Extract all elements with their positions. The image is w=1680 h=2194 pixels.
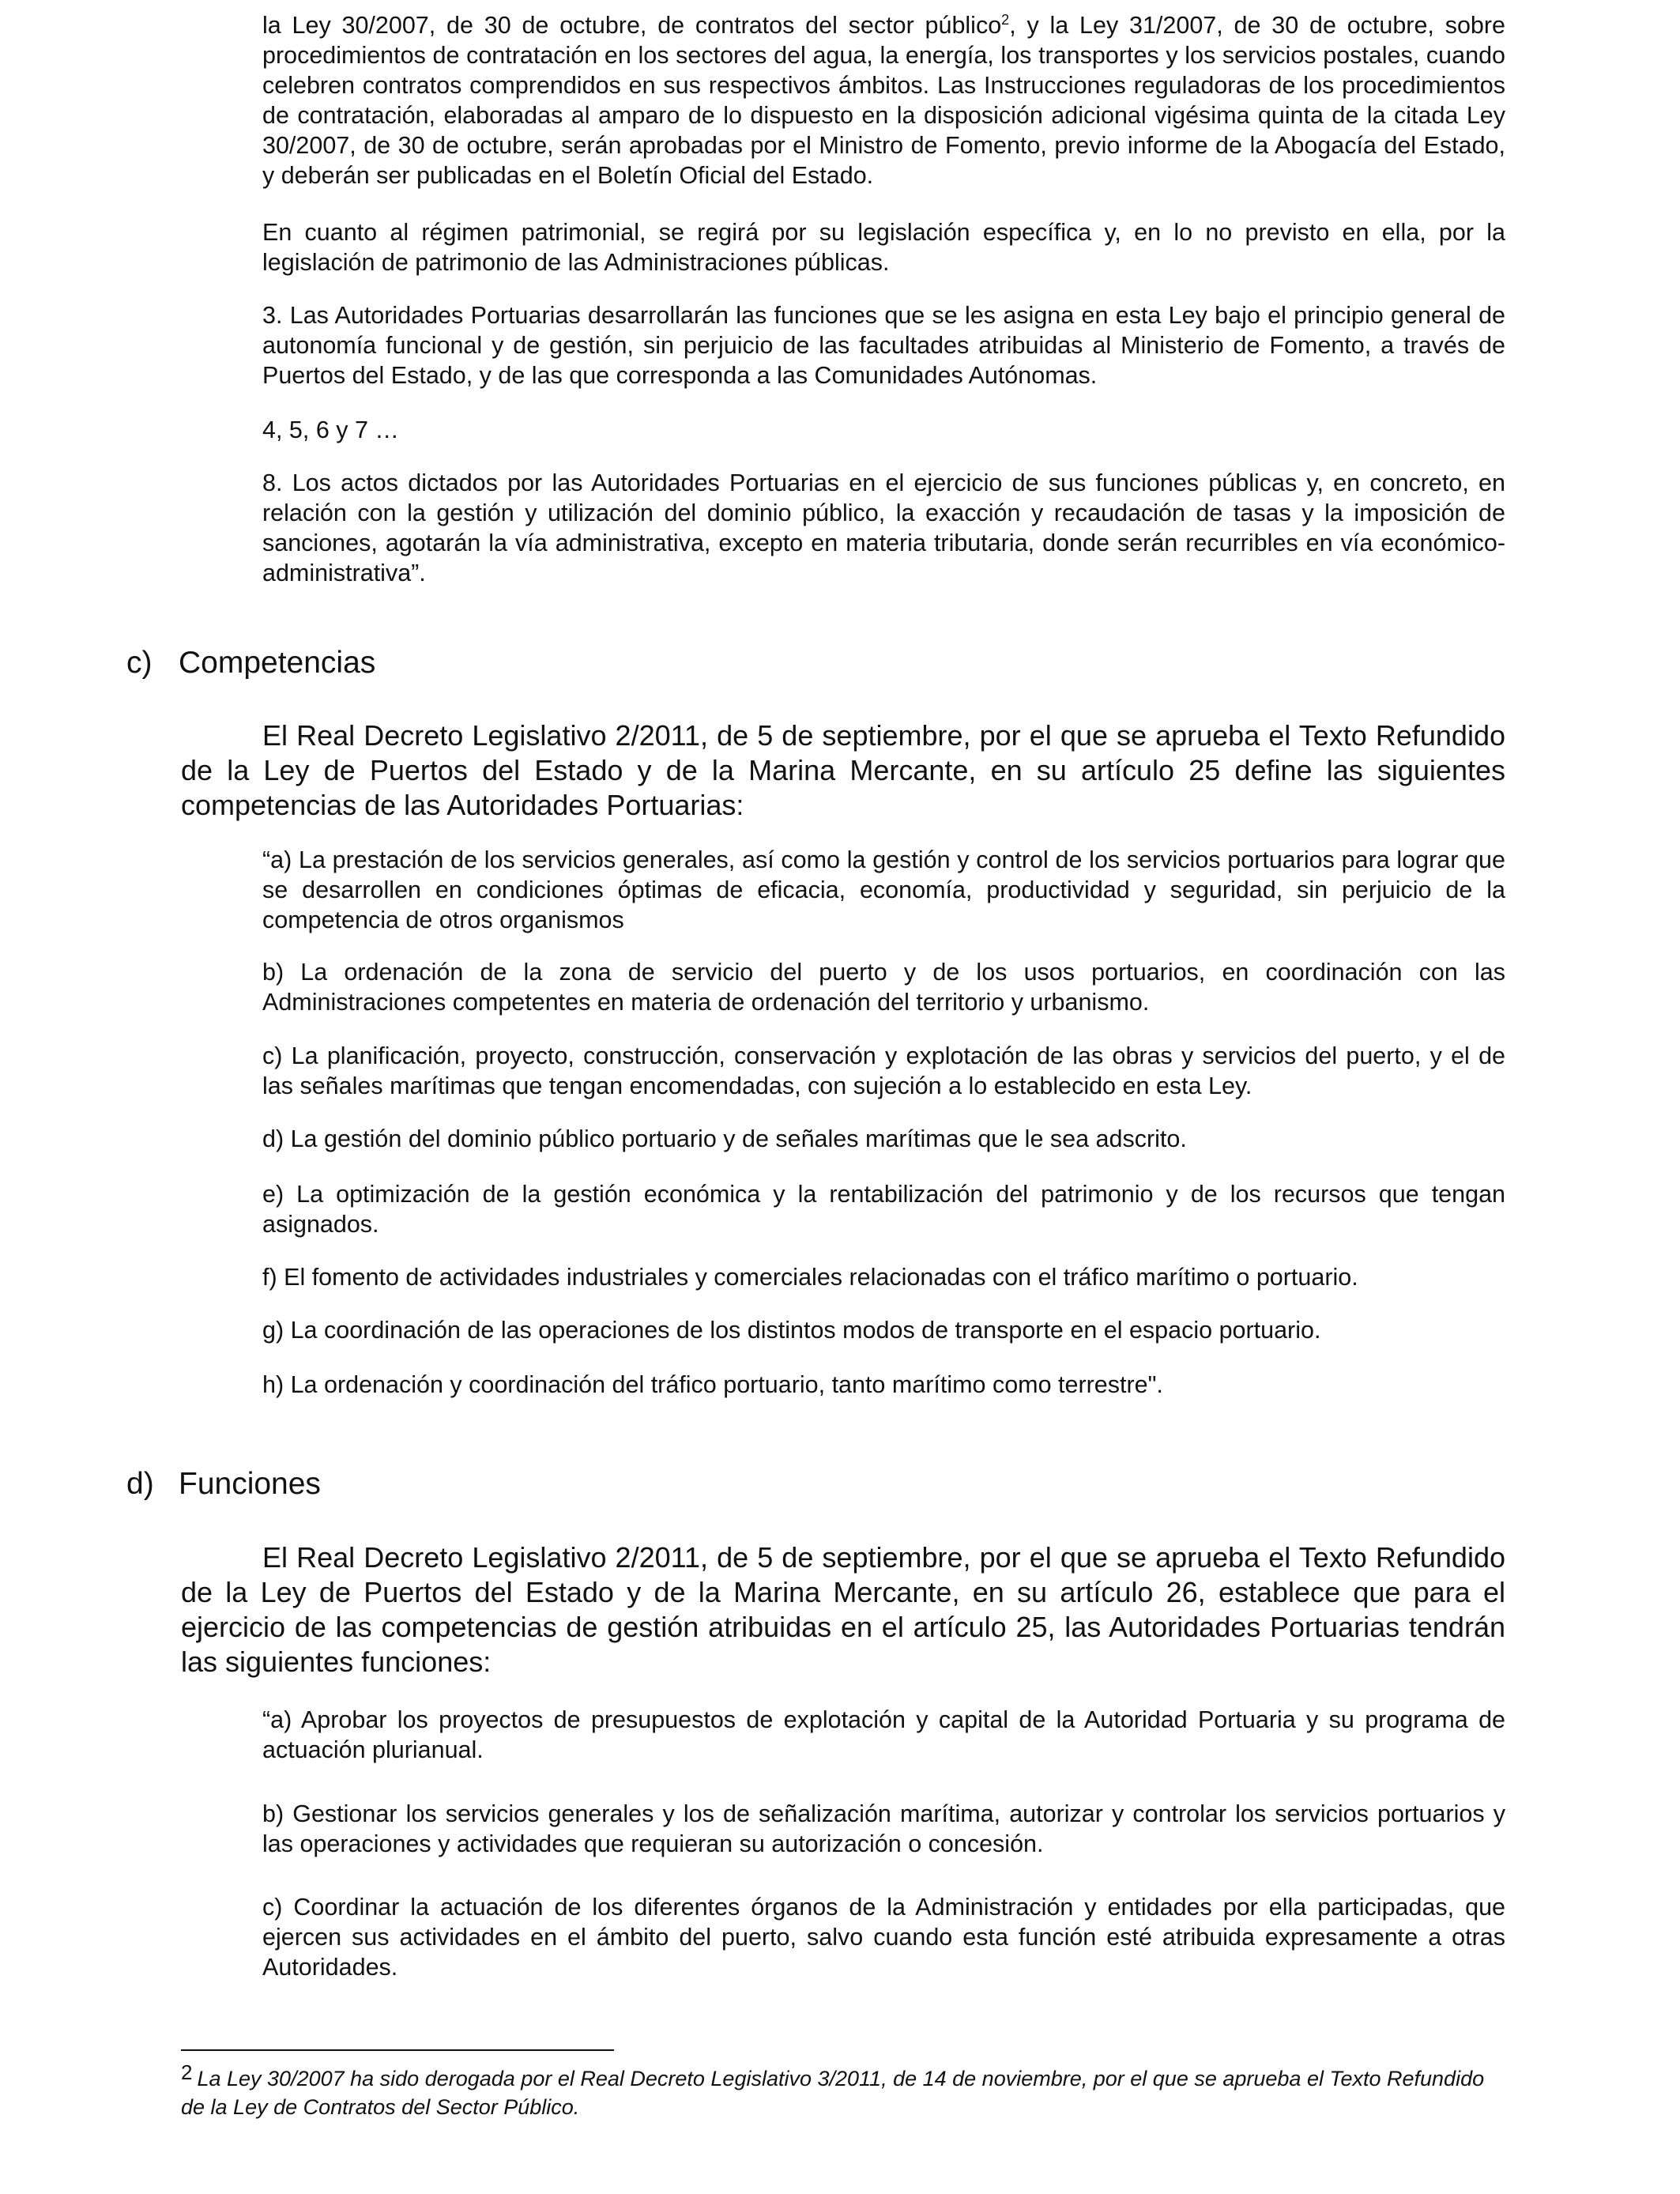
- quoted-paragraph: la Ley 30/2007, de 30 de octubre, de contratos del sector público$^2$, y la Ley 31/2007, de 30 de octubre, sobre procedimientos de contratación en los sectores del agua, la energía, los transportes y los servicios postales, cuando celebren contratos comprendidos en sus respectivos ámbitos. Las Instrucciones reguladoras de los procedimientos de contratación, elaboradas al amparo de lo dispuesto en la disposición adicional vigésima quinta de la citada Ley 30/2007, de 30 de octubre, serán aprobadas por el Ministro de Fomento, previo informe de la Abogacía del Estado, y deberán ser publicadas en el Boletín Oficial del Estado.: [262, 11, 1505, 189]
- list-item: f) El fomento de actividades industriales y comerciales relacionadas con el tráfico marítimo o portuario.: [262, 1264, 1358, 1291]
- footnote: [181, 2060, 1505, 2121]
- list-item: “a) La prestación de los servicios generales, así como la gestión y control de los servicios portuarios para lograr que se desarrollen en condiciones óptimas de eficacia, economía, productividad y seguridad, sin perjuicio de la competencia de otros organismos: [262, 846, 1505, 933]
- section-intro: El Real Decreto Legislativo 2/2011, de 5 de septiembre, por el que se aprueba el Texto Refundido de la Ley de Puertos del Estado y de la Marina Mercante, en su artículo 26, establece que para el ejercicio de las competencias de gestión atribuidas en el artículo 25, las Autoridades Portuarias tendrán las siguientes funciones:: [181, 1541, 1505, 1678]
- footnote-divider: [181, 2049, 614, 2051]
- quoted-paragraph: 4, 5, 6 y 7 …: [262, 417, 399, 443]
- section-letter: d): [126, 1467, 154, 1501]
- list-item: b) Gestionar los servicios generales y los de señalización marítima, autorizar y controlar los servicios portuarios y las operaciones y actividades que requieran su autorización o concesión.: [262, 1800, 1505, 1857]
- footnote-text: La Ley 30/2007 ha sido derogada por el Real Decreto Legislativo 3/2011, de 14 de noviembre, por el que se aprueba el Texto Refundido de la Ley de Contratos del Sector Público.: [181, 2067, 1485, 2119]
- list-item: d) La gestión del dominio público portuario y de señales marítimas que le sea adscrito.: [262, 1125, 1187, 1152]
- list-item: c) La planificación, proyecto, construcción, conservación y explotación de las obras y servicios del puerto, y el de las señales marítimas que tengan encomendadas, con sujeción a lo establecido en esta Ley.: [262, 1042, 1505, 1099]
- footnote-mark: 2: [181, 2060, 193, 2084]
- section-intro: El Real Decreto Legislativo 2/2011, de 5 de septiembre, por el que se aprueba el Texto Refundido de la Ley de Puertos del Estado y de la Marina Mercante, en su artículo 25 define las siguientes competencias de las Autoridades Portuarias:: [181, 719, 1505, 821]
- section-heading-funciones: [126, 1466, 321, 1502]
- section-title: Competencias: [179, 646, 376, 680]
- list-item: g) La coordinación de las operaciones de los distintos modos de transporte en el espacio portuario.: [262, 1317, 1321, 1344]
- footnote-reference[interactable]: 2: [1001, 11, 1010, 28]
- quoted-paragraph: 3. Las Autoridades Portuarias desarrollarán las funciones que se les asigna en esta Ley bajo el principio general de autonomía funcional y de gestión, sin perjuicio de las facultades atribuidas al Ministerio de Fomento, a través de Puertos del Estado, y de las que corresponda a las Comunidades Autónomas.: [262, 302, 1505, 389]
- list-item: c) Coordinar la actuación de los diferentes órganos de la Administración y entidades por ella participadas, que ejercen sus actividades en el ámbito del puerto, salvo cuando esta función esté atribuida expresamente a otras Autoridades.: [262, 1894, 1505, 1981]
- section-letter: c): [126, 646, 153, 680]
- quoted-paragraph: 8. Los actos dictados por las Autoridades Portuarias en el ejercicio de sus funciones públicas y, en concreto, en relación con la gestión y utilización del dominio público, la exacción y recaudación de tasas y la imposición de sanciones, agotarán la vía administrativa, excepto en materia tributaria, donde serán recurribles en vía económico-administrativa”.: [262, 469, 1505, 586]
- quoted-paragraph: En cuanto al régimen patrimonial, se regirá por su legislación específica y, en lo no previsto en ella, por la legislación de patrimonio de las Administraciones públicas.: [262, 219, 1505, 276]
- list-item: h) La ordenación y coordinación del tráfico portuario, tanto marítimo como terrestre".: [262, 1371, 1163, 1398]
- section-title: Funciones: [179, 1467, 321, 1501]
- list-item: b) La ordenación de la zona de servicio del puerto y de los usos portuarios, en coordinación con las Administraciones competentes en materia de ordenación del territorio y urbanismo.: [262, 959, 1505, 1016]
- list-item: “a) Aprobar los proyectos de presupuestos de explotación y capital de la Autoridad Portuaria y su programa de actuación plurianual.: [262, 1706, 1505, 1763]
- list-item: e) La optimización de la gestión económica y la rentabilización del patrimonio y de los recursos que tengan asignados.: [262, 1181, 1505, 1238]
- section-heading-competencias: [126, 645, 375, 681]
